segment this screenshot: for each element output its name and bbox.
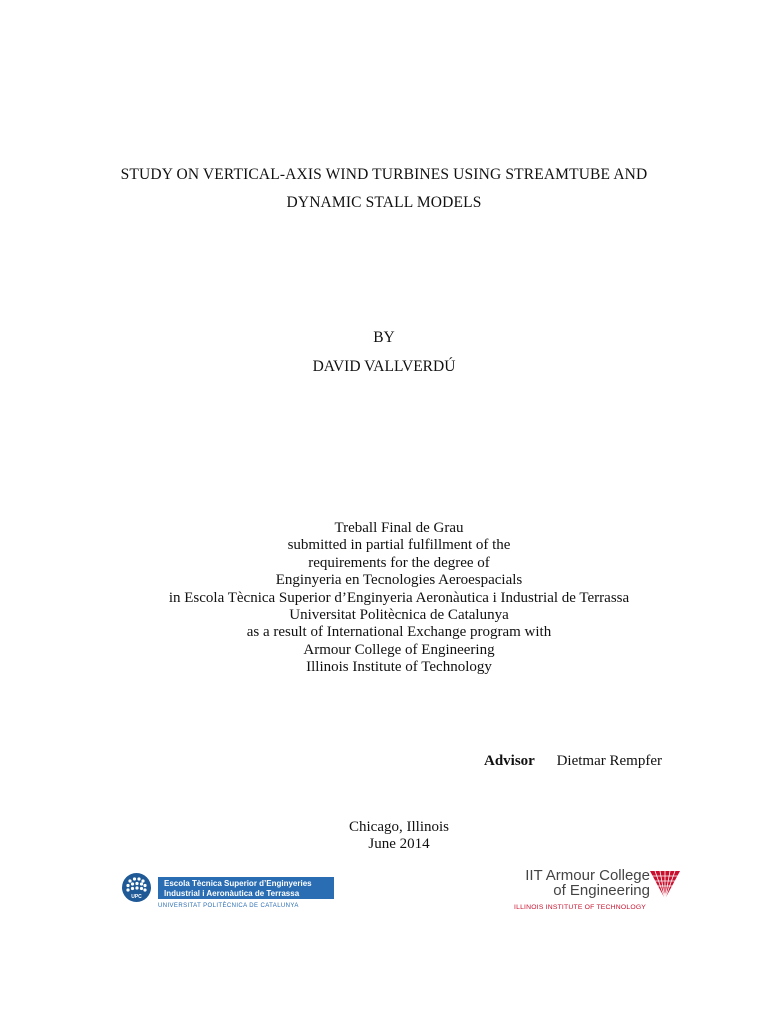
upc-emblem-icon: [122, 873, 151, 902]
iit-logo: [510, 868, 690, 918]
statement-line: Universitat Politècnica de Catalunya: [289, 607, 509, 624]
statement-line: in Escola Tècnica Superior d’Enginyeria Aeronàutica i Industrial de Terrassa: [168, 589, 630, 606]
iit-triangle-icon: [650, 871, 680, 903]
place-date: [0, 819, 768, 854]
upc-school-name: [158, 877, 334, 899]
author-name: DAVID VALLVERDÚ: [312, 358, 456, 375]
statement-line: Illinois Institute of Technology: [306, 659, 492, 676]
statement-line: Treball Final de Grau: [334, 520, 464, 536]
upc-university-name: UNIVERSITAT POLITÈCNICA DE CATALUNYA: [158, 903, 299, 909]
thesis-title-line-2: DYNAMIC STALL MODELS: [286, 194, 482, 211]
advisor-line: [484, 753, 662, 770]
degree-statement: [0, 520, 768, 677]
upc-line-1: Escola Tècnica Superior d’Enginyeries: [164, 879, 312, 888]
statement-line: as a result of International Exchange program with: [246, 624, 552, 641]
iit-institute-name: ILLINOIS INSTITUTE OF TECHNOLOGY: [514, 904, 647, 911]
upc-logo: [122, 873, 336, 913]
statement-line: Enginyeria en Tecnologies Aeroespacials: [275, 572, 523, 589]
place: Chicago, Illinois: [349, 819, 449, 835]
statement-line: submitted in partial fulfillment of the: [287, 537, 511, 554]
statement-line: Armour College of Engineering: [303, 641, 495, 658]
statement-line: requirements for the degree of: [308, 554, 490, 571]
advisor-label: Advisor: [484, 753, 535, 769]
iit-line-2: of Engineering: [553, 882, 650, 899]
date: June 2014: [368, 836, 430, 853]
upc-line-2: Industrial i Aeronàutica de Terrassa: [164, 888, 300, 898]
upc-badge-text: UPC: [131, 894, 142, 900]
advisor-name: Dietmar Rempfer: [556, 753, 662, 769]
thesis-title-line-1: STUDY ON VERTICAL-AXIS WIND TURBINES USING STREAMTUBE AND: [120, 166, 648, 183]
by-label: BY: [373, 329, 395, 346]
iit-line-1: IIT Armour College: [525, 867, 650, 884]
iit-college-name: [525, 868, 650, 898]
